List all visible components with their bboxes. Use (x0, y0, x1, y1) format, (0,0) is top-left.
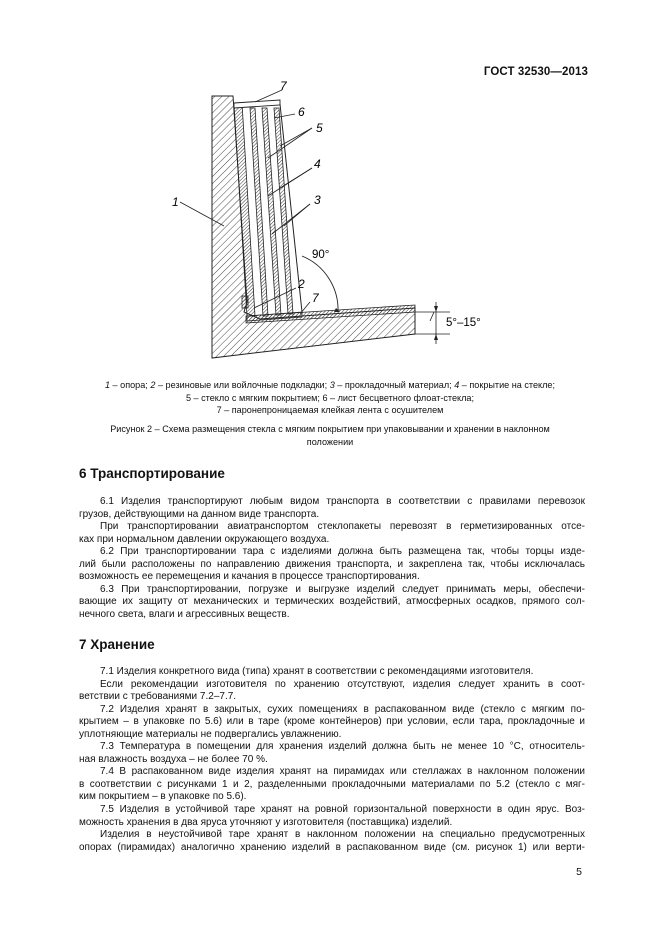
page-number: 5 (576, 866, 582, 878)
label-slope: 5°–15° (446, 317, 481, 329)
right-angle-arc (302, 256, 338, 312)
label-angle: 90° (312, 249, 330, 261)
para-7-2b: ветствии с требованиями 7.2–7.7. (79, 691, 237, 703)
label-5: 5 (316, 121, 323, 135)
para-6-3b: лий были расположены по направлению движения транспорта, и закреплена так, чтобы исключалась (79, 558, 585, 570)
label-6: 6 (298, 105, 305, 119)
section-6-title: 6 Транспортирование (79, 466, 225, 481)
label-7-top: 7 (280, 79, 287, 93)
para-6-2b: ках при нормальном давлении окружающего воздуха. (79, 533, 330, 545)
para-7-6b: можность хранения в два яруса уточняют у изготовителя (поставщика) изделий. (79, 816, 453, 828)
para-6-1b: грузов, действующими на данном виде транспорта. (79, 508, 320, 520)
para-7-5c: ким покрытием – в упаковке по 5.6). (79, 791, 247, 803)
section-6-body (79, 496, 585, 621)
label-4: 4 (314, 157, 321, 171)
para-6-4b: вающие их защиту от механических и термических воздействий, атмосферных осадков, прямого сол- (79, 596, 585, 608)
storage-scheme-svg (150, 76, 510, 366)
para-6-3c: возможность ее перемещения и качания в процессе транспортирования. (79, 571, 420, 583)
label-2: 2 (298, 277, 305, 291)
legend-line-3: 7 – паронепроницаемая клейкая лента с осушителем (216, 405, 444, 415)
para-6-4c: нечного света, влаги и агрессивных веществ. (79, 608, 290, 620)
legend-line-2: 5 – стекло с мягким покрытием; 6 – лист бесцветного флоат-стекла; (185, 392, 475, 403)
para-7-7b: опорах (пирамидах) аналогично хранению изделий в распакованном виде (см. рисунок 1) или верти- (79, 841, 585, 853)
para-6-1a: 6.1 Изделия транспортируют любым видом транспорта в соответствии с правилами перевозок (100, 496, 585, 507)
para-7-4a: 7.3 Температура в помещении для хранения изделий должна быть не менее 10 °С, относитель- (100, 741, 585, 753)
para-7-6a: 7.5 Изделия в устойчивой таре хранят на ровной горизонтальной поверхности в один ярус. Воз- (100, 804, 585, 816)
para-7-5b: в соответствии с рисунками 1 и 2, разделенными прокладочными материалами по 5.2 (стекло с мяг- (79, 778, 585, 790)
para-7-3b: крытием – в упаковке по 5.6) или в таре (кроме контейнеров) при условии, если тара, прокладочные и (79, 716, 585, 728)
label-7-bottom: 7 (312, 291, 319, 305)
para-7-3c: уплотняющие материалы не подвергались увлажнению. (79, 728, 342, 740)
label-3: 3 (314, 193, 321, 207)
para-7-1: 7.1 Изделия конкретного вида (типа) хранят в соответствии с рекомендациями изготовителя. (100, 666, 534, 677)
document-code-header: ГОСТ 32530—2013 (483, 66, 588, 78)
para-7-7a: Изделия в неустойчивой таре хранят в наклонном положении на специально предусмотренных (100, 829, 585, 841)
figure-caption: Рисунок 2 – Схема размещения стекла с мягким покрытием при упаковывании и хранении в наклонном положении (110, 424, 550, 447)
figure-2-diagram (150, 76, 510, 366)
para-6-4a: 6.3 При транспортировании, погрузке и выгрузке изделий следует принимать меры, обеспечи- (100, 583, 585, 595)
label-1: 1 (172, 195, 179, 209)
legend-line-1: 1 – опора; 2 – резиновые или войлочные подкладки; 3 – прокладочный материал; 4 – покрытие на стекле; (104, 380, 556, 390)
para-7-3a: 7.2 Изделия хранят в закрытых, сухих помещениях в распакованном виде (стекло с мягким по- (100, 703, 585, 715)
para-6-2a: При транспортировании авиатранспортом стеклопакеты перевозят в герметизированных отсе- (100, 521, 585, 533)
para-6-3a: 6.2 При транспортировании тара с изделиями должна быть размещена так, чтобы торцы изде- (100, 546, 585, 558)
para-7-5a: 7.4 В распакованном виде изделия хранят на пирамидах или стеллажах в наклонном положении (100, 766, 585, 778)
para-7-4b: ная влажность воздуха – не более 70 %. (79, 753, 268, 765)
para-7-2a: Если рекомендации изготовителя по хранению отсутствуют, изделия следует хранить в соот- (100, 678, 585, 690)
section-7-body (79, 666, 585, 854)
section-7-title: 7 Хранение (79, 637, 155, 652)
figure-legend (60, 379, 600, 417)
